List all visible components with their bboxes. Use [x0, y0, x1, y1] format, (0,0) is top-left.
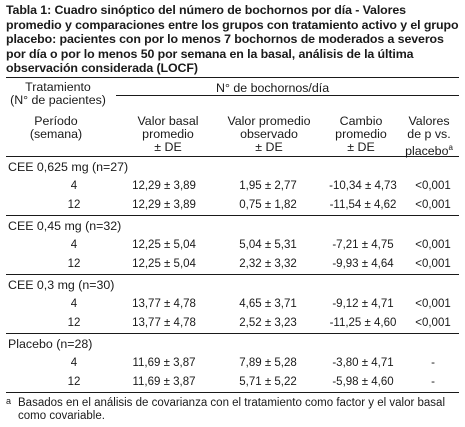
pvalue-cell: <0,001 [415, 258, 451, 270]
observed-cell: 2,52 ± 3,23 [239, 317, 297, 329]
change-header-line1: Cambio [339, 114, 383, 128]
change-header-line2: promedio [335, 127, 387, 141]
observed-cell: 4,65 ± 3,71 [239, 298, 297, 310]
table-caption: Tabla 1: Cuadro sinóptico del número de bochornos por día - Valores promedio y comparaciones entre los grupos con tratamiento activo y el grupo placebo: pacientes con por lo menos 7 bochornos de moderados a severos por día o por lo menos 50 por semana en la basal, análisis de la última observación considerada (LOCF) [6, 3, 459, 75]
observed-cell: 0,75 ± 1,82 [239, 199, 297, 211]
pvalue-header-line2: de p vs. [407, 127, 451, 141]
group-heading: Placebo (n=28) [8, 337, 93, 351]
baseline-cell: 12,29 ± 3,89 [132, 199, 196, 211]
bochornos-group-header: N° de bochornos/día [216, 81, 330, 95]
pvalue-header-line3 [398, 141, 460, 158]
pvalue-cell: <0,001 [415, 298, 451, 310]
period-cell: 12 [67, 258, 81, 270]
baseline-header-line1: Valor basal [137, 114, 199, 128]
change-cell: -11,25 ± 4,60 [329, 317, 397, 329]
table-row [6, 373, 459, 392]
header-row-2 [6, 110, 459, 159]
baseline-header-line2: promedio [142, 127, 194, 141]
observed-header-line2: observado [240, 127, 298, 141]
group-heading: CEE 0,625 mg (n=27) [8, 160, 129, 174]
footnote-text: Basados en el análisis de covarianza con el tratamiento como factor y el valor basal como covariable. [18, 397, 446, 422]
baseline-column-header [118, 115, 218, 154]
pvalue-header-text: placebo [405, 144, 449, 159]
baseline-cell: 11,69 ± 3,87 [132, 357, 196, 369]
change-cell: -5,98 ± 4,60 [332, 376, 394, 388]
table-row [6, 177, 459, 196]
treatment-header [10, 81, 106, 107]
baseline-cell: 12,25 ± 5,04 [132, 258, 196, 270]
treatment-header-line1: Tratamiento [25, 80, 91, 94]
pvalue-header-line1: Valores [408, 114, 450, 128]
baseline-header-line3: ± DE [154, 140, 182, 154]
change-header-line3: ± DE [347, 140, 375, 154]
period-cell: 4 [70, 180, 78, 192]
baseline-cell: 12,29 ± 3,89 [132, 180, 196, 192]
observed-column-header [211, 115, 327, 154]
observed-cell: 7,89 ± 5,28 [239, 357, 297, 369]
pvalue-cell: - [431, 376, 435, 388]
baseline-cell: 13,77 ± 4,78 [132, 317, 196, 329]
pvalue-cell: - [431, 357, 435, 369]
period-cell: 4 [70, 298, 78, 310]
change-cell: -9,93 ± 4,64 [332, 258, 394, 270]
period-cell: 12 [67, 199, 81, 211]
change-column-header [328, 115, 394, 154]
footnote-marker: a [448, 143, 453, 152]
table-row [6, 295, 459, 314]
pvalue-cell: <0,001 [415, 239, 451, 251]
footnote-mark: a [6, 396, 12, 406]
treatment-header-line2: (N° de pacientes) [10, 93, 106, 107]
observed-cell: 2,32 ± 3,32 [239, 258, 297, 270]
period-column-header [26, 115, 86, 141]
table-body [6, 157, 459, 393]
table-row [6, 255, 459, 274]
observed-header-line1: Valor promedio [227, 114, 311, 128]
change-cell: -9,12 ± 4,71 [332, 298, 394, 310]
table-row [6, 354, 459, 373]
pvalue-cell: <0,001 [415, 180, 451, 192]
pvalue-column-header [398, 115, 460, 158]
group-rule [6, 392, 459, 393]
baseline-cell: 13,77 ± 4,78 [132, 298, 196, 310]
baseline-cell: 11,69 ± 3,87 [132, 376, 196, 388]
group-heading: CEE 0,3 mg (n=30) [8, 278, 115, 292]
table-row [6, 314, 459, 333]
change-cell: -3,80 ± 4,71 [332, 357, 394, 369]
observed-cell: 5,71 ± 5,22 [239, 376, 297, 388]
period-cell: 4 [70, 239, 78, 251]
change-cell: -7,21 ± 4,75 [332, 239, 394, 251]
period-header-line1: Período [34, 114, 78, 128]
table-row [6, 236, 459, 255]
period-cell: 12 [67, 317, 81, 329]
observed-header-line3: ± DE [255, 140, 283, 154]
group-heading: CEE 0,45 mg (n=32) [8, 219, 122, 233]
change-cell: -10,34 ± 4,73 [329, 180, 397, 192]
observed-cell: 5,04 ± 5,31 [239, 239, 297, 251]
baseline-cell: 12,25 ± 5,04 [132, 239, 196, 251]
group-header-rule [116, 95, 459, 96]
pvalue-cell: <0,001 [415, 199, 451, 211]
pvalue-cell: <0,001 [415, 317, 451, 329]
period-cell: 4 [70, 357, 78, 369]
table-row [6, 196, 459, 215]
period-cell: 12 [67, 376, 81, 388]
change-cell: -11,54 ± 4,62 [329, 199, 397, 211]
period-header-line2: (semana) [29, 127, 83, 141]
footnote [6, 397, 459, 423]
observed-cell: 1,95 ± 2,77 [239, 180, 297, 192]
header-row-1 [6, 78, 459, 110]
